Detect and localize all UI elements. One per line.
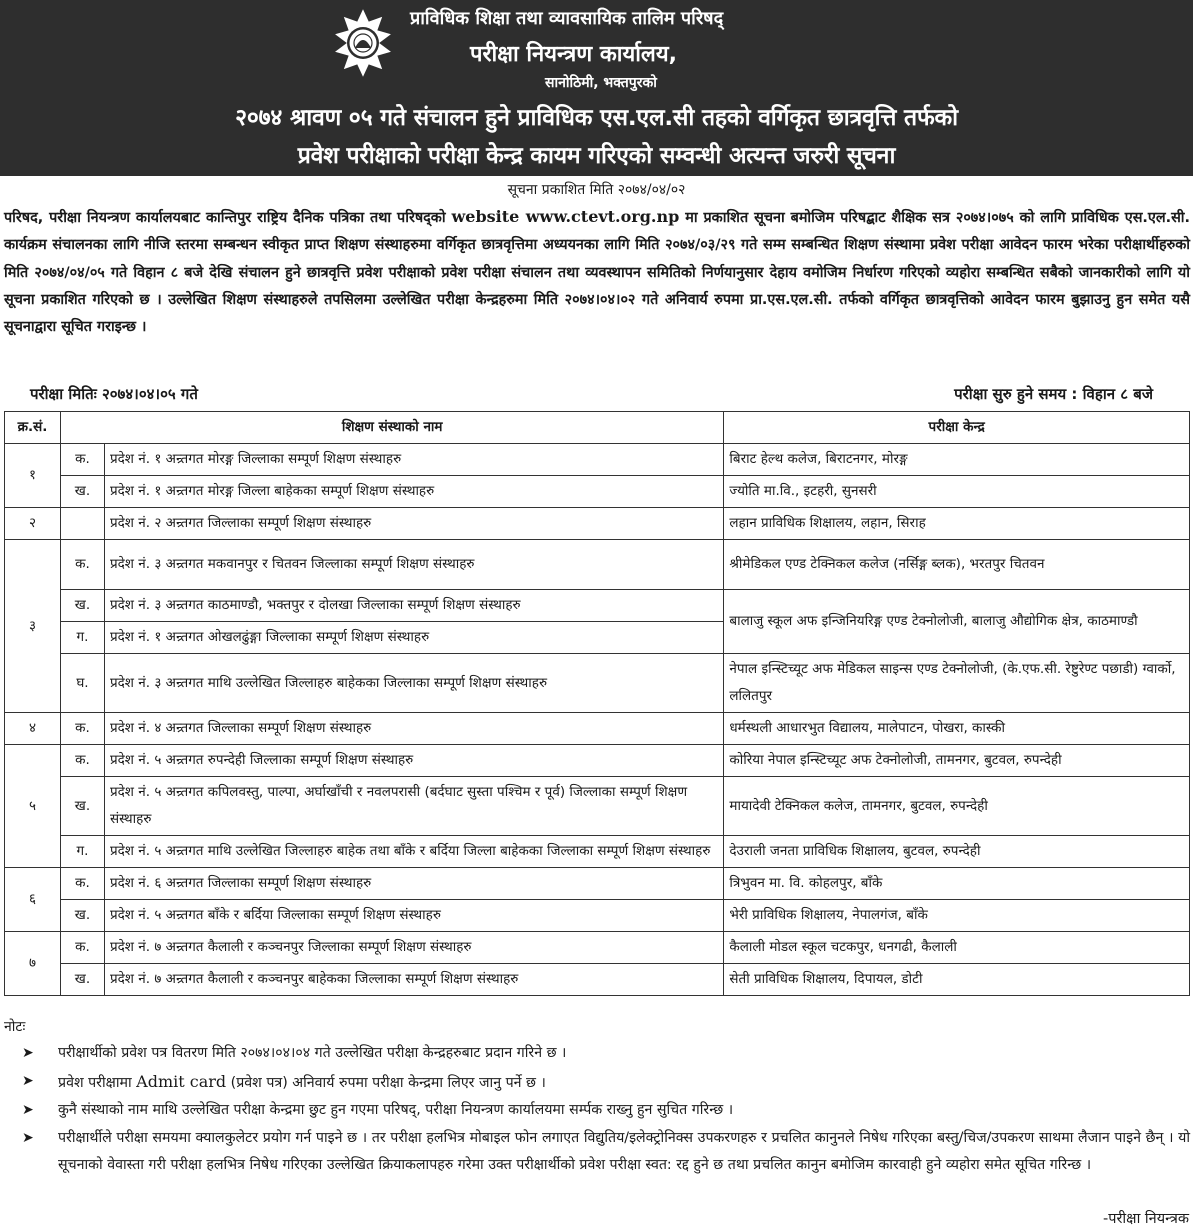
table-row <box>5 932 1190 964</box>
institution-cell: प्रदेश नं. १ अन्र्तगत मोरङ्ग जिल्लाका सम्पूर्ण शिक्षण संस्थाहरु <box>104 444 723 476</box>
serial-number: ३ <box>5 540 61 713</box>
list-item <box>22 1068 1190 1098</box>
sub-index: ख. <box>60 777 104 836</box>
intro-paragraph <box>4 203 1190 341</box>
table-row <box>5 900 1190 932</box>
institution-cell: प्रदेश नं. ५ अन्र्तगत रुपन्देही जिल्लाका सम्पूर्ण शिक्षण संस्थाहरु <box>104 745 723 777</box>
admit-card-text: Admit card <box>136 1071 227 1091</box>
exam-start-time: परीक्षा सुरु हुने समय : विहान ८ बजे <box>954 385 1153 403</box>
list-item <box>22 1097 1190 1125</box>
note-text: प्रवेश परीक्षामा <box>58 1074 137 1091</box>
exam-center-cell: देउराली जनता प्राविधिक शिक्षालय, बुटवल, रुपन्देही <box>724 836 1190 868</box>
table-row <box>5 777 1190 836</box>
signoff: -परीक्षा नियन्त्रक <box>1103 1211 1189 1227</box>
institution-cell: प्रदेश नं. १ अन्र्तगत ओखलढुंङ्गा जिल्लाका सम्पूर्ण शिक्षण संस्थाहरु <box>104 622 723 654</box>
table-row <box>5 508 1190 540</box>
exam-center-cell: बिराट हेल्थ कलेज, बिराटनगर, मोरङ्ग <box>724 444 1190 476</box>
serial-number: २ <box>5 508 61 540</box>
sub-index: क. <box>60 540 104 590</box>
sub-index: ग. <box>60 836 104 868</box>
sub-index: क. <box>60 745 104 777</box>
org-name: प्राविधिक शिक्षा तथा व्यावसायिक तालिम परिषद् <box>410 8 724 29</box>
table-row <box>5 444 1190 476</box>
note-text: (प्रवेश पत्र) अनिवार्य रुपमा परीक्षा केन्द्रमा लिएर जानु पर्ने छ । <box>226 1074 546 1091</box>
institution-cell: प्रदेश नं. ५ अन्र्तगत बाँके र बर्दिया जिल्लाका सम्पूर्ण शिक्षण संस्थाहरु <box>104 900 723 932</box>
exam-center-cell: ज्योति मा.वि., इटहरी, सुनसरी <box>724 476 1190 508</box>
institution-cell: प्रदेश नं. ७ अन्र्तगत कैलाली र कञ्चनपुर जिल्लाका सम्पूर्ण शिक्षण संस्थाहरु <box>104 932 723 964</box>
institution-cell: प्रदेश नं. २ अन्र्तगत जिल्लाका सम्पूर्ण शिक्षण संस्थाहरु <box>104 508 723 540</box>
institution-cell: प्रदेश नं. ५ अन्र्तगत माथि उल्लेखित जिल्लाहरु बाहेक तथा बाँके र बर्दिया जिल्ला बाहेकका जिल्लाका सम्पूर्ण शिक्षण संस्थाहरु <box>104 836 723 868</box>
website-link[interactable]: website www.ctevt.org.np <box>451 207 680 226</box>
published-date: सूचना प्रकाशित मिति २०७४/०४/०२ <box>507 182 686 198</box>
institution-cell: प्रदेश नं. ७ अन्र्तगत कैलाली र कञ्चनपुर बाहेकका जिल्लाका सम्पूर्ण शिक्षण संस्थाहरु <box>104 964 723 996</box>
office-location: सानोठिमी, भक्तपुरको <box>545 75 657 91</box>
note-text: कुनै संस्थाको नाम माथि उल्लेखित परीक्षा केन्द्रमा छुट हुन गएमा परिषद्, परीक्षा नियन्त्रण कार्यालयमा सर्म्पक राख्नु हुन सुचित गरिन्छ । <box>58 1102 734 1118</box>
exam-center-cell: बालाजु स्कूल अफ इन्जिनियरिङ्ग एण्ड टेक्नोलोजी, बालाजु औद्योगिक क्षेत्र, काठमाण्डौ <box>724 590 1190 654</box>
sub-index: ख. <box>60 900 104 932</box>
institution-cell: प्रदेश नं. १ अन्र्तगत मोरङ्ग जिल्ला बाहेकका सम्पूर्ण शिक्षण संस्थाहरु <box>104 476 723 508</box>
intro-text-part2: मा प्रकाशित सूचना बमोजिम परिषद्बाट शैक्षिक सत्र २०७४।०७५ को लागि प्राविधिक एस.एल.सी. कार्यक्रम संचालनका लागि नीजि स्तरमा सम्बन्धन स्वीकृत प्राप्त शिक्षण संस्थाहरुमा वर्गिकृत छात्रवृत्तिमा अध्ययनका लागि मिति २०७४/०३/२९ गते सम्म सम्बन्धित शिक्षण संस्थामा प्रवेश परीक्षा आवेदन फारम भरेका परीक्षार्थीहरुको मिति २०७४/०४/०५ गते विहान ८ बजे देखि संचालन हुने छात्रवृत्ति प्रवेश परीक्षाको प्रवेश परीक्षा संचालन तथा व्यवस्थापन समितिको निर्णयानुसार देहाय वमोजिम निर्धारण गरिएको व्यहोरा सम्बन्धित सबैको जानकारीको लागि यो सूचना प्रकाशित गरिएको छ । उल्लेखित शिक्षण संस्थाहरुले तपसिलमा उल्लेखित परीक्षा केन्द्रहरुमा मिति २०७४।०४।०२ गते अनिवार्य रुपमा प्रा.एस.एल.सी. तर्फको वर्गिकृत छात्रवृत्तिको आवेदन फारम बुझाउनु हुन समेत यसै सूचनाद्वारा सूचित गराइन्छ । <box>4 210 1190 336</box>
header-serial: क्र.सं. <box>5 412 61 444</box>
institution-cell: प्रदेश नं. ३ अन्र्तगत मकवानपुर र चितवन जिल्लाका सम्पूर्ण शिक्षण संस्थाहरु <box>104 540 723 590</box>
table-row <box>5 836 1190 868</box>
exam-center-cell: मायादेवी टेक्निकल कलेज, तामनगर, बुटवल, रुपन्देही <box>724 777 1190 836</box>
table-row <box>5 964 1190 996</box>
serial-number: ४ <box>5 713 61 745</box>
sub-index <box>60 508 104 540</box>
notice-headline-line1: २०७४ श्रावण ०५ गते संचालन हुने प्राविधिक एस.एल.सी तहको वर्गिकृत छात्रवृत्ति तर्फको <box>235 105 958 131</box>
notes-label: नोटः <box>4 1019 26 1035</box>
note-text: परीक्षार्थीले परीक्षा समयमा क्यालकुलेटर प्रयोग गर्न पाइने छ । तर परीक्षा हलभित्र मोबाइल फोन लगाएत विद्युतिय/इलेक्ट्रोनिक्स उपकरणहरु र प्रचलित कानुनले निषेध गरिएका बस्तु/चिज/उपकरण साथमा लैजान पाइने छैन् । यो सूचनाको वेवास्ता गरी परीक्षा हलभित्र निषेध गरिएका उल्लेखित क्रियाकलापहरु गरेमा उक्त परीक्षार्थीको प्रवेश परीक्षा स्वत: रद्द हुने छ तथा प्रचलित कानुन बमोजिम कारवाही हुने व्यहोरा समेत सूचित गरिन्छ । <box>58 1129 1190 1173</box>
arrow-bullet-icon: ➤ <box>22 1072 34 1089</box>
institution-cell: प्रदेश नं. ३ अन्र्तगत माथि उल्लेखित जिल्लाहरु बाहेकका जिल्लाका सम्पूर्ण शिक्षण संस्थाहरु <box>104 654 723 713</box>
sub-index: घ. <box>60 654 104 713</box>
exam-center-cell: लहान प्राविधिक शिक्षालय, लहान, सिराह <box>724 508 1190 540</box>
exam-center-cell: नेपाल इन्स्टिच्यूट अफ मेडिकल साइन्स एण्ड टेक्नोलोजी, (के.एफ.सी. रेष्टुरेण्ट पछाडी) ग्वार्को, ललितपुर <box>724 654 1190 713</box>
exam-center-table <box>4 411 1190 996</box>
institution-cell: प्रदेश नं. ३ अन्र्तगत काठमाण्डौ, भक्तपुर र दोलखा जिल्लाका सम्पूर्ण शिक्षण संस्थाहरु <box>104 590 723 622</box>
exam-center-cell: कोरिया नेपाल इन्स्टिच्यूट अफ टेक्नोलोजी, तामनगर, बुटवल, रुपन्देही <box>724 745 1190 777</box>
sub-index: क. <box>60 444 104 476</box>
notes-list <box>22 1040 1190 1180</box>
institution-cell: प्रदेश नं. ६ अन्र्तगत जिल्लाका सम्पूर्ण शिक्षण संस्थाहरु <box>104 868 723 900</box>
serial-number: ७ <box>5 932 61 996</box>
notice-headline-line2: प्रवेश परीक्षाको परीक्षा केन्द्र कायम गरिएको सम्वन्धी अत्यन्त जरुरी सूचना <box>297 143 896 169</box>
exam-center-cell: सेती प्राविधिक शिक्षालय, दिपायल, डोटी <box>724 964 1190 996</box>
table-row <box>5 713 1190 745</box>
institution-cell: प्रदेश नं. ५ अन्र्तगत कपिलवस्तु, पाल्पा, अर्घाखाँची र नवलपरासी (बर्दघाट सुस्ता पश्चिम र पूर्व) जिल्लाका सम्पूर्ण शिक्षण संस्थाहरु <box>104 777 723 836</box>
list-item <box>22 1040 1190 1068</box>
sub-index: क. <box>60 868 104 900</box>
exam-center-cell: भेरी प्राविधिक शिक्षालय, नेपालगंज, बाँके <box>724 900 1190 932</box>
serial-number: ५ <box>5 745 61 868</box>
header-exam-center: परीक्षा केन्द्र <box>724 412 1190 444</box>
intro-text-part1: परिषद, परीक्षा नियन्त्रण कार्यालयबाट कान्तिपुर राष्ट्रिय दैनिक पत्रिका तथा परिषद्को <box>4 210 452 226</box>
table-row <box>5 745 1190 777</box>
serial-number: १ <box>5 444 61 508</box>
sub-index: ख. <box>60 964 104 996</box>
nepal-government-emblem-icon <box>330 6 396 82</box>
exam-center-cell: कैलाली मोडल स्कूल चटकपुर, धनगढी, कैलाली <box>724 932 1190 964</box>
sub-index: ख. <box>60 476 104 508</box>
institution-cell: प्रदेश नं. ४ अन्र्तगत जिल्लाका सम्पूर्ण शिक्षण संस्थाहरु <box>104 713 723 745</box>
list-item <box>22 1125 1190 1180</box>
table-row <box>5 868 1190 900</box>
table-row <box>5 476 1190 508</box>
arrow-bullet-icon: ➤ <box>22 1045 34 1061</box>
table-row <box>5 540 1190 590</box>
exam-center-cell: श्रीमेडिकल एण्ड टेक्निकल कलेज (नर्सिङ्ग ब्लक), भरतपुर चितवन <box>724 540 1190 590</box>
serial-number: ६ <box>5 868 61 932</box>
arrow-bullet-icon: ➤ <box>22 1102 34 1118</box>
sub-index: क. <box>60 713 104 745</box>
table-row <box>5 590 1190 622</box>
note-text: परीक्षार्थीको प्रवेश पत्र वितरण मिति २०७४।०४।०४ गते उल्लेखित परीक्षा केन्द्रहरुबाट प्रदान गरिने छ । <box>58 1045 567 1061</box>
office-name: परीक्षा नियन्त्रण कार्यालय, <box>470 42 677 67</box>
sub-index: ख. <box>60 590 104 622</box>
exam-center-cell: धर्मस्थली आधारभुत विद्यालय, मालेपाटन, पोखरा, कास्की <box>724 713 1190 745</box>
table-row <box>5 654 1190 713</box>
exam-center-cell: त्रिभुवन मा. वि. कोहलपुर, बाँके <box>724 868 1190 900</box>
table-header-row <box>5 412 1190 444</box>
arrow-bullet-icon: ➤ <box>22 1129 34 1146</box>
header-institution: शिक्षण संस्थाको नाम <box>60 412 723 444</box>
sub-index: क. <box>60 932 104 964</box>
exam-date: परीक्षा मितिः २०७४।०४।०५ गते <box>30 385 198 403</box>
header-banner <box>0 0 1193 176</box>
sub-index: ग. <box>60 622 104 654</box>
